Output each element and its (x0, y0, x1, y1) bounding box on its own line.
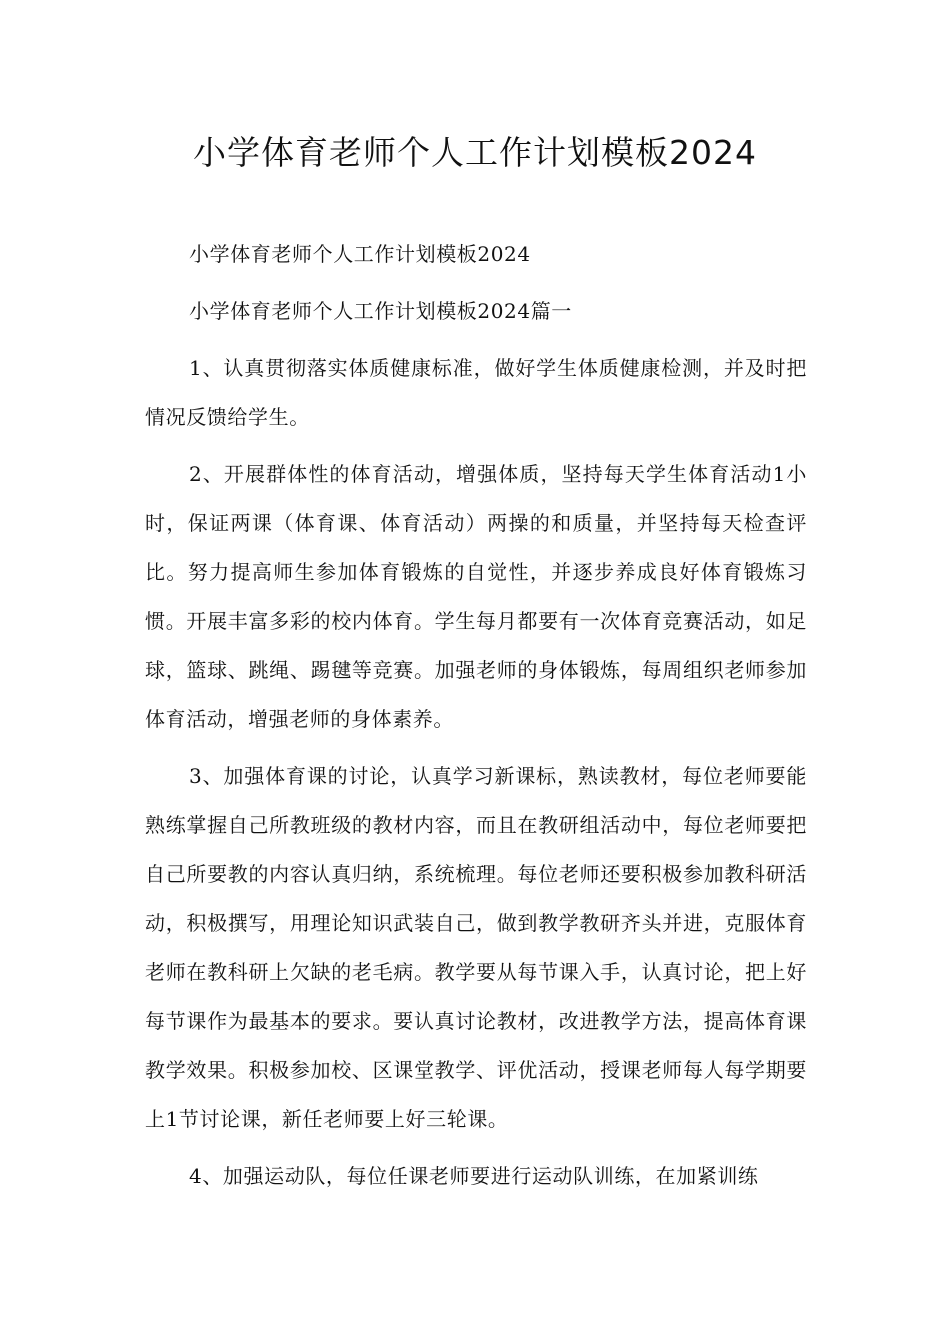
paragraph-item-4: 4、加强运动队，每位任课老师要进行运动队训练，在加紧训练 (189, 1164, 759, 1188)
paragraph-heading-2: 小学体育老师个人工作计划模板2024篇一 (189, 299, 572, 323)
document-body (145, 230, 807, 1209)
paragraph-item-1: 1、认真贯彻落实体质健康标准，做好学生体质健康检测，并及时把情况反馈给学生。 (145, 356, 807, 429)
paragraph-heading-1: 小学体育老师个人工作计划模板2024 (189, 242, 531, 266)
paragraph-item-2: 2、开展群体性的体育活动，增强体质，坚持每天学生体育活动1小时，保证两课（体育课、体育活动）两操的和质量，并坚持每天检查评比。努力提高师生参加体育锻炼的自觉性，并逐步养成良好体育锻炼习惯。开展丰富多彩的校内体育。学生每月都要有一次体育竞赛活动，如足球，篮球、跳绳、踢毽等竞赛。加强老师的身体锻炼，每周组织老师参加体育活动，增强老师的身体素养。 (145, 462, 807, 731)
paragraph-item-3: 3、加强体育课的讨论，认真学习新课标，熟读教材，每位老师要能熟练掌握自己所教班级的教材内容，而且在教研组活动中，每位老师要把自己所要教的内容认真归纳，系统梳理。每位老师还要积极参加教科研活动，积极撰写，用理论知识武装自己，做到教学教研齐头并进，克服体育老师在教科研上欠缺的老毛病。教学要从每节课入手，认真讨论，把上好每节课作为最基本的要求。要认真讨论教材，改进教学方法，提高体育课教学效果。积极参加校、区课堂教学、评优活动，授课老师每人每学期要上1节讨论课，新任老师要上好三轮课。 (145, 764, 807, 1131)
document-title: 小学体育老师个人工作计划模板2024 (193, 133, 757, 172)
